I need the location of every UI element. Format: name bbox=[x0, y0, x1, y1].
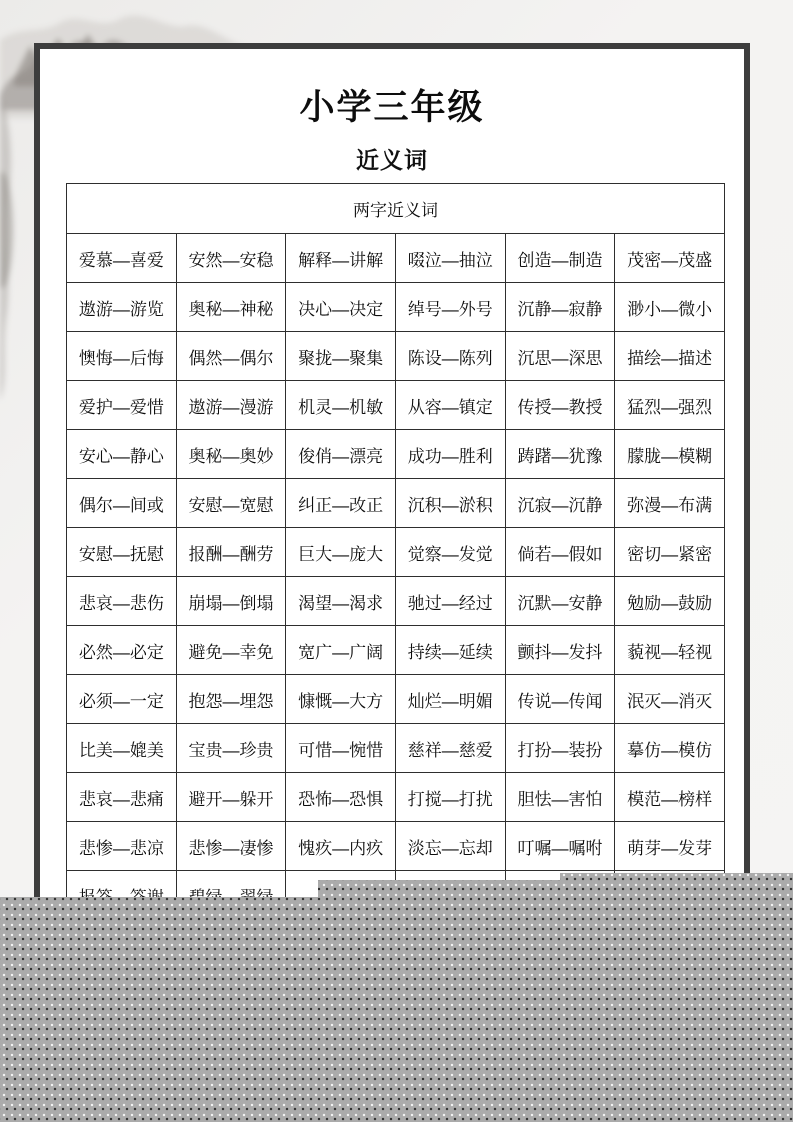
table-cell: 避开—躲开 bbox=[176, 773, 286, 822]
table-cell: 宽广—广阔 bbox=[286, 626, 396, 675]
table-cell: 遨游—漫游 bbox=[176, 381, 286, 430]
table-cell: 悲惨—凄惨 bbox=[176, 822, 286, 871]
table-cell: 渺小—微小 bbox=[615, 283, 725, 332]
table-cell: 宝贵—珍贵 bbox=[176, 724, 286, 773]
table-row bbox=[67, 479, 725, 528]
table-cell: 愧疚—内疚 bbox=[286, 822, 396, 871]
table-row bbox=[67, 430, 725, 479]
table-cell: 从容—镇定 bbox=[395, 381, 505, 430]
table-cell: 决心—决定 bbox=[286, 283, 396, 332]
table-cell: 沉静—寂静 bbox=[505, 283, 615, 332]
table-cell: 崩塌—倒塌 bbox=[176, 577, 286, 626]
table-cell: 机灵—机敏 bbox=[286, 381, 396, 430]
table-cell: 创造—制造 bbox=[505, 234, 615, 283]
table-cell: 颤抖—发抖 bbox=[505, 626, 615, 675]
noise-overlay bbox=[0, 870, 793, 1122]
table-cell: 茂密—茂盛 bbox=[615, 234, 725, 283]
table-row bbox=[67, 724, 725, 773]
synonyms-table-body bbox=[67, 234, 725, 920]
table-cell: 密切—紧密 bbox=[615, 528, 725, 577]
table-cell: 悲惨—悲凉 bbox=[67, 822, 177, 871]
table-cell: 懊悔—后悔 bbox=[67, 332, 177, 381]
table-cell: 沉默—安静 bbox=[505, 577, 615, 626]
table-cell: 俊俏—漂亮 bbox=[286, 430, 396, 479]
table-cell: 必须—一定 bbox=[67, 675, 177, 724]
page-subtitle: 近义词 bbox=[356, 147, 428, 173]
table-cell: 安慰—宽慰 bbox=[176, 479, 286, 528]
table-cell: 聚拢—聚集 bbox=[286, 332, 396, 381]
table-cell: 悲哀—悲痛 bbox=[67, 773, 177, 822]
table-cell: 沉积—淤积 bbox=[395, 479, 505, 528]
table-cell: 成功—胜利 bbox=[395, 430, 505, 479]
table-cell: 陈设—陈列 bbox=[395, 332, 505, 381]
table-cell: 叮嘱—嘱咐 bbox=[505, 822, 615, 871]
synonyms-table bbox=[66, 183, 725, 920]
table-cell: 必然—必定 bbox=[67, 626, 177, 675]
table-row bbox=[67, 773, 725, 822]
table-cell: 渴望—渴求 bbox=[286, 577, 396, 626]
table-cell: 持续—延续 bbox=[395, 626, 505, 675]
table-cell: 猛烈—强烈 bbox=[615, 381, 725, 430]
table-cell: 安慰—抚慰 bbox=[67, 528, 177, 577]
page-title: 小学三年级 bbox=[299, 88, 485, 127]
table-cell: 避免—幸免 bbox=[176, 626, 286, 675]
table-cell: 倘若—假如 bbox=[505, 528, 615, 577]
table-cell: 安然—安稳 bbox=[176, 234, 286, 283]
table-cell: 打扮—装扮 bbox=[505, 724, 615, 773]
table-cell: 报酬—酬劳 bbox=[176, 528, 286, 577]
table-cell: 遨游—游览 bbox=[67, 283, 177, 332]
table-cell: 萌芽—发芽 bbox=[615, 822, 725, 871]
table-header-row bbox=[67, 184, 725, 234]
table-row bbox=[67, 283, 725, 332]
table-cell: 慷慨—大方 bbox=[286, 675, 396, 724]
table-cell: 摹仿—模仿 bbox=[615, 724, 725, 773]
table-cell: 解释—讲解 bbox=[286, 234, 396, 283]
table-cell: 悲哀—悲伤 bbox=[67, 577, 177, 626]
table-cell: 偶尔—间或 bbox=[67, 479, 177, 528]
table-row bbox=[67, 381, 725, 430]
table-row bbox=[67, 626, 725, 675]
table-cell: 灿烂—明媚 bbox=[395, 675, 505, 724]
table-cell: 奥秘—神秘 bbox=[176, 283, 286, 332]
table-cell: 恐怖—恐惧 bbox=[286, 773, 396, 822]
table-cell: 比美—媲美 bbox=[67, 724, 177, 773]
table-cell: 纠正—改正 bbox=[286, 479, 396, 528]
table-cell: 模范—榜样 bbox=[615, 773, 725, 822]
table-cell: 传说—传闻 bbox=[505, 675, 615, 724]
table-cell: 啜泣—抽泣 bbox=[395, 234, 505, 283]
table-cell: 打搅—打扰 bbox=[395, 773, 505, 822]
table-cell: 驰过—经过 bbox=[395, 577, 505, 626]
table-cell: 沉寂—沉静 bbox=[505, 479, 615, 528]
table-cell: 偶然—偶尔 bbox=[176, 332, 286, 381]
table-cell: 绰号—外号 bbox=[395, 283, 505, 332]
table-cell: 踌躇—犹豫 bbox=[505, 430, 615, 479]
table-cell: 弥漫—布满 bbox=[615, 479, 725, 528]
table-cell: 爱护—爱惜 bbox=[67, 381, 177, 430]
table-row bbox=[67, 234, 725, 283]
table-row bbox=[67, 577, 725, 626]
table-cell: 巨大—庞大 bbox=[286, 528, 396, 577]
table-cell: 淡忘—忘却 bbox=[395, 822, 505, 871]
table-header-cell: 两字近义词 bbox=[67, 184, 725, 234]
table-cell: 抱怨—埋怨 bbox=[176, 675, 286, 724]
table-cell: 朦胧—模糊 bbox=[615, 430, 725, 479]
table-cell: 安心—静心 bbox=[67, 430, 177, 479]
table-cell: 沉思—深思 bbox=[505, 332, 615, 381]
table-cell: 传授—教授 bbox=[505, 381, 615, 430]
table-cell: 描绘—描述 bbox=[615, 332, 725, 381]
table-row bbox=[67, 675, 725, 724]
table-row bbox=[67, 822, 725, 871]
table-cell: 觉察—发觉 bbox=[395, 528, 505, 577]
table-cell: 奥秘—奥妙 bbox=[176, 430, 286, 479]
table-row bbox=[67, 528, 725, 577]
table-cell: 勉励—鼓励 bbox=[615, 577, 725, 626]
table-cell: 可惜—惋惜 bbox=[286, 724, 396, 773]
table-cell: 慈祥—慈爱 bbox=[395, 724, 505, 773]
table-cell: 胆怯—害怕 bbox=[505, 773, 615, 822]
table-row bbox=[67, 332, 725, 381]
table-cell: 泯灭—消灭 bbox=[615, 675, 725, 724]
synonyms-table-head bbox=[67, 184, 725, 234]
table-cell: 藐视—轻视 bbox=[615, 626, 725, 675]
table-cell: 爱慕—喜爱 bbox=[67, 234, 177, 283]
